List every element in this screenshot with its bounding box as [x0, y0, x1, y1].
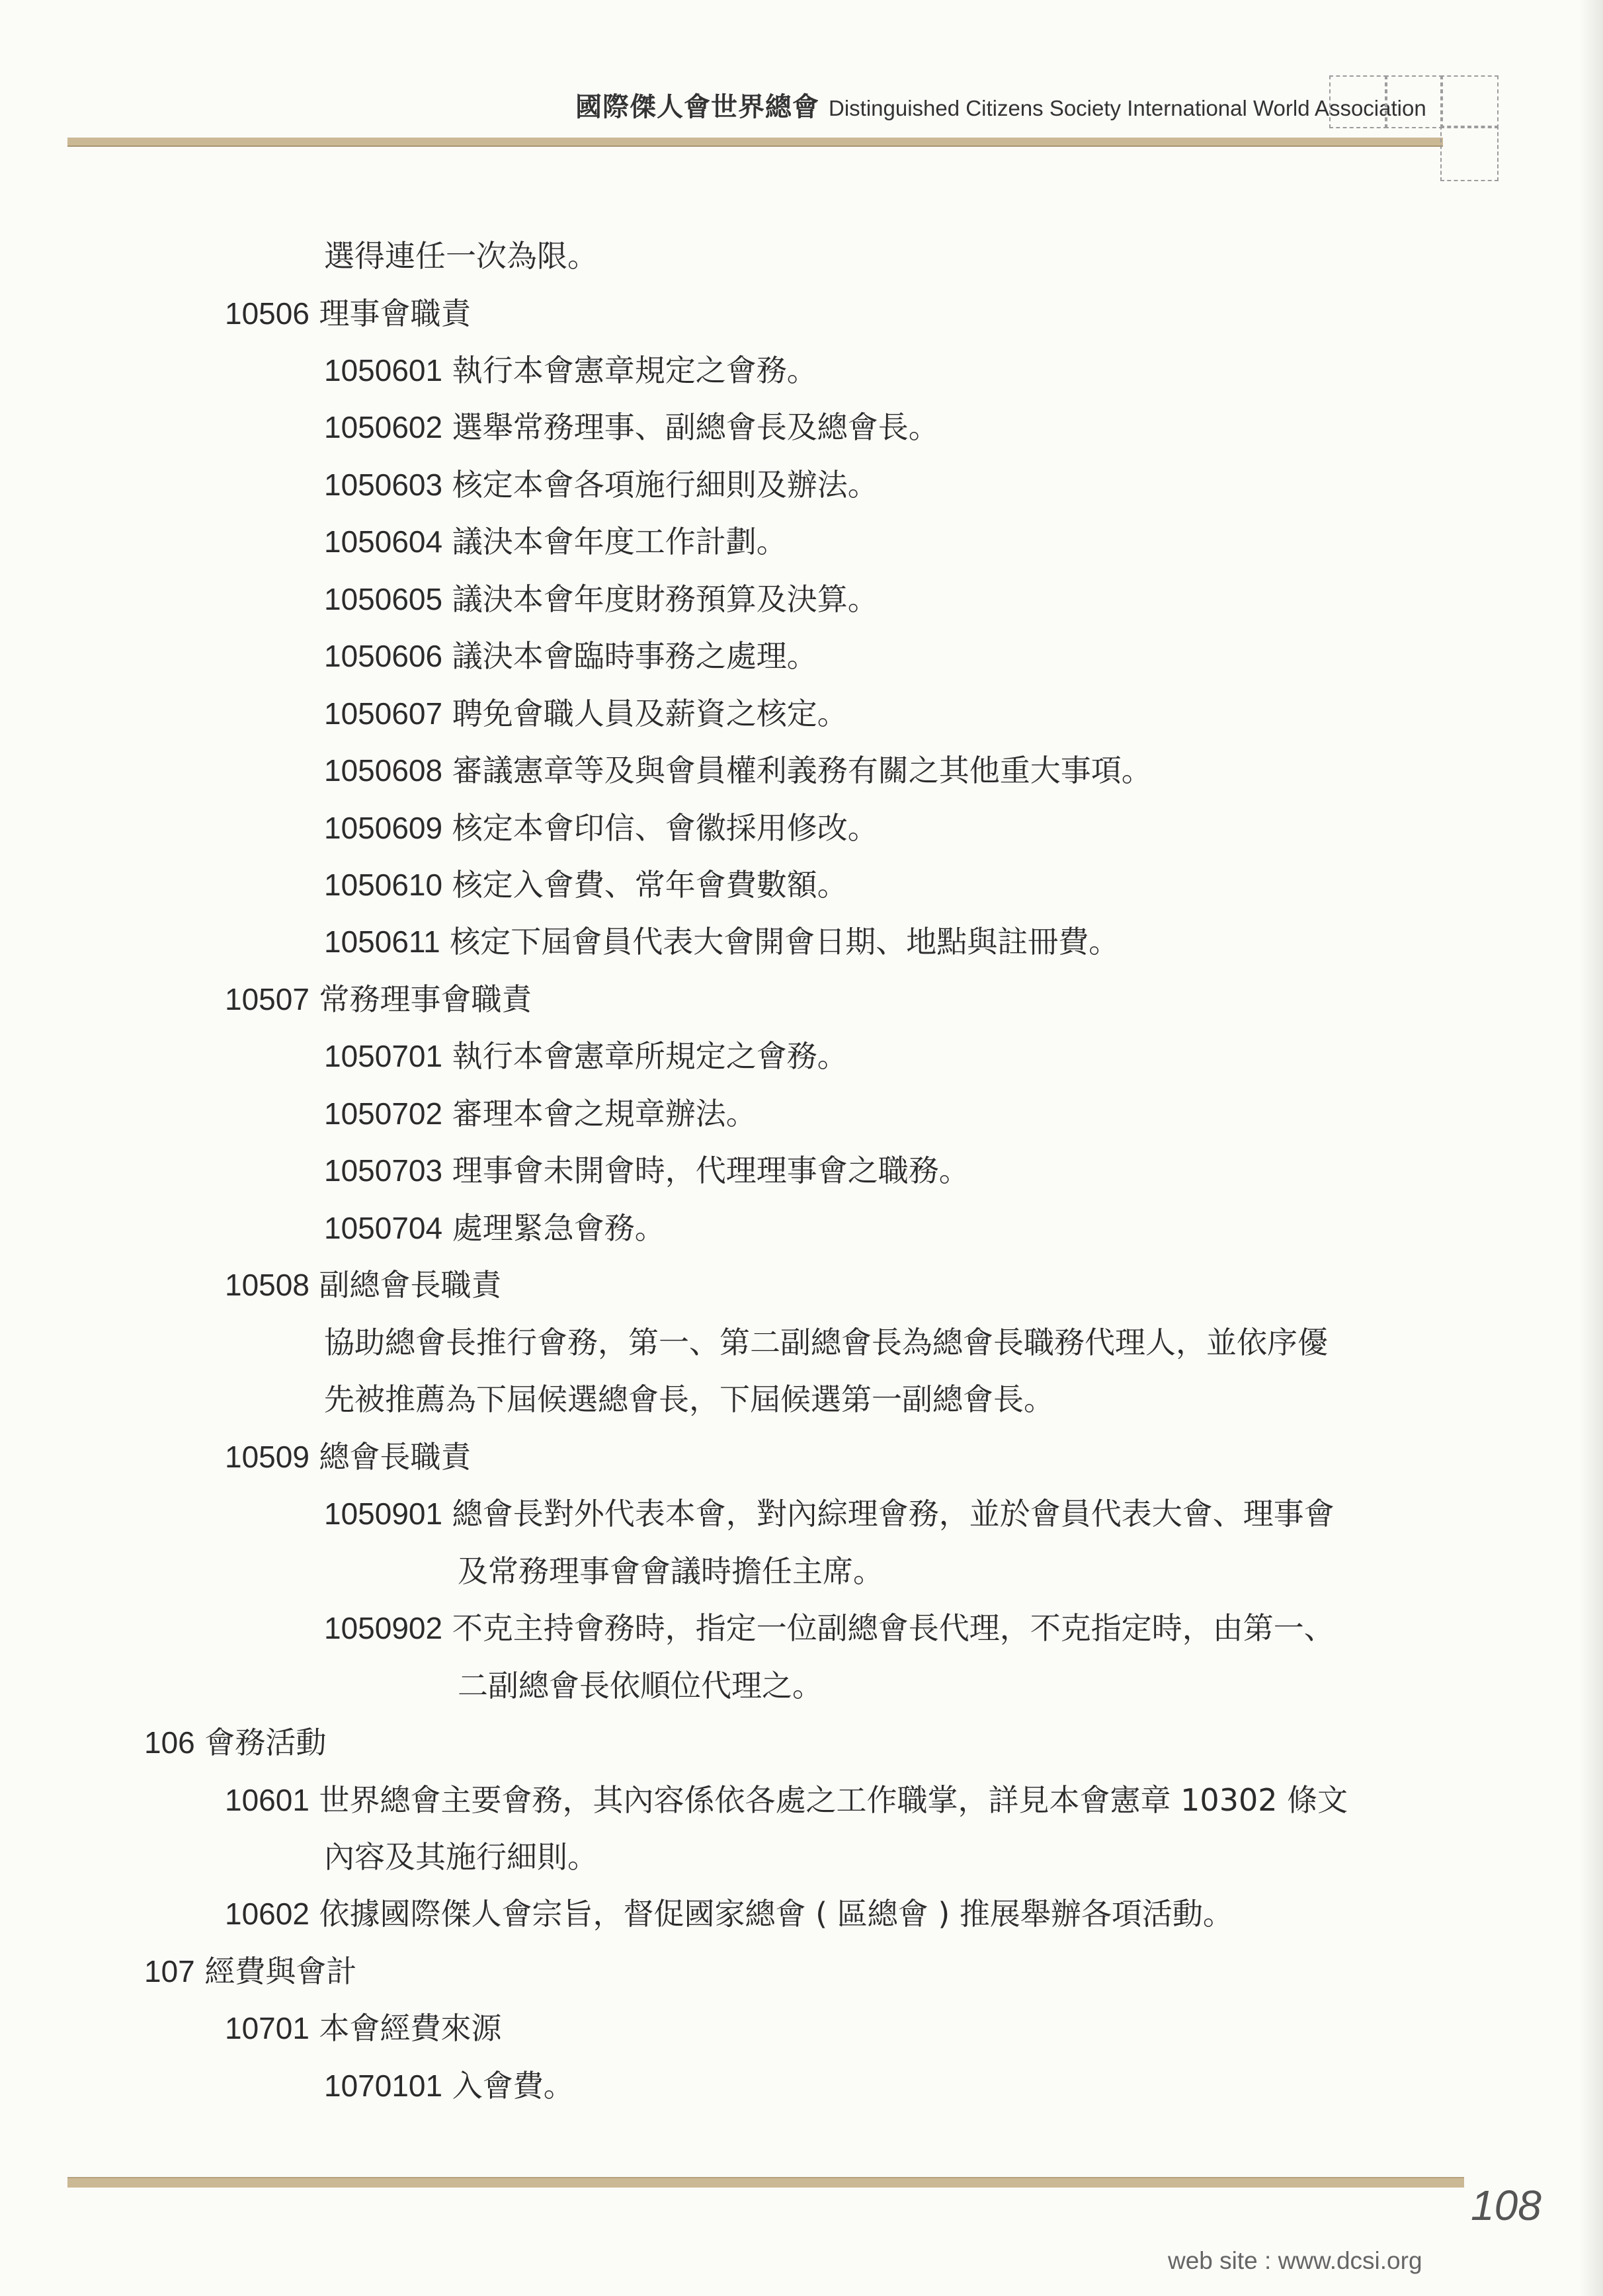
section-code: 10509 [225, 1440, 309, 1474]
line-text: 內容及其施行細則。 [324, 1839, 598, 1875]
clause-code: 1050604 [324, 524, 443, 559]
line-text: 核定入會費、常年會費數額。 [452, 867, 848, 903]
section-code: 10701 [225, 2011, 309, 2045]
chapter-heading [144, 1723, 326, 1762]
clause-item [324, 1208, 665, 1248]
line-text: 及常務理事會會議時擔任主席。 [458, 1553, 884, 1589]
header-org-english: Distinguished Citizens Society International World Association [829, 96, 1426, 120]
line-text: 經費與會計 [204, 1953, 357, 1989]
page-number: 108 [1471, 2182, 1541, 2229]
clause-item [324, 694, 848, 733]
clause-item [324, 1036, 848, 1076]
text-line [324, 1323, 1328, 1362]
clause-code: 1050610 [324, 868, 443, 902]
line-text: 本會經費來源 [319, 2010, 502, 2046]
chapter-code: 106 [144, 1725, 195, 1760]
dashed-grid-decoration [1329, 75, 1500, 181]
line-text: 先被推薦為下屆候選總會長，下屆候選第一副總會長。 [324, 1381, 1054, 1417]
clause-code: 1050901 [324, 1496, 443, 1531]
clause-item [324, 1094, 757, 1133]
clause-code: 1050701 [324, 1039, 443, 1073]
clause-code: 1050603 [324, 468, 443, 502]
text-line [458, 1551, 884, 1591]
text-line [458, 1666, 823, 1705]
clause-item [324, 922, 1119, 962]
clause-item [324, 751, 1152, 790]
section-heading [225, 979, 532, 1019]
line-text: 核定下屆會員代表大會開會日期、地點與註冊費。 [450, 924, 1120, 960]
line-text: 執行本會憲章規定之會務。 [452, 352, 817, 388]
clause-item [324, 579, 878, 619]
clause-code: 1070101 [324, 2069, 443, 2103]
section-heading [225, 294, 472, 333]
line-text: 選舉常務理事、副總會長及總會長。 [452, 409, 939, 445]
line-text: 議決本會年度工作計劃。 [452, 524, 787, 559]
line-text: 常務理事會職責 [319, 981, 532, 1017]
clause-code: 1050703 [324, 1153, 443, 1188]
clause-item [324, 636, 817, 676]
line-text: 不克主持會務時，指定一位副總會長代理，不克指定時，由第一、 [452, 1610, 1335, 1646]
line-text: 協助總會長推行會務，第一、第二副總會長為總會長職務代理人，並依序優 [324, 1325, 1328, 1360]
line-text: 核定本會印信、會徽採用修改。 [452, 810, 878, 846]
clause-code: 1050602 [324, 410, 443, 444]
line-text: 世界總會主要會務，其內容係依各處之工作職掌，詳見本會憲章 10302 條文 [319, 1782, 1348, 1818]
line-text: 副總會長職責 [319, 1267, 502, 1303]
website-link[interactable]: web site : www.dcsi.org [1168, 2247, 1422, 2274]
section-code: 10506 [225, 296, 309, 331]
section-code: 10508 [225, 1268, 309, 1302]
chapter-heading [144, 1951, 356, 1991]
line-text: 會務活動 [204, 1725, 327, 1760]
line-text: 入會費。 [452, 2068, 574, 2104]
clause-code: 1050902 [324, 1611, 443, 1645]
clause-code: 1050606 [324, 639, 443, 673]
section-heading [225, 1437, 472, 1477]
line-text: 總會長對外代表本會，對內綜理會務，並於會員代表大會、理事會 [452, 1496, 1335, 1532]
text-line [324, 1837, 598, 1877]
clause-item [324, 808, 878, 848]
clause-item [324, 522, 787, 561]
section-code: 10507 [225, 982, 309, 1016]
line-text: 聘免會職人員及薪資之核定。 [452, 696, 848, 731]
clause-code: 1050611 [324, 924, 440, 959]
section-code: 10601 [225, 1783, 309, 1817]
clause-item [324, 1494, 1335, 1534]
line-text: 核定本會各項施行細則及辦法。 [452, 467, 878, 503]
line-text: 依據國際傑人會宗旨，督促國家總會 ( 區總會 ) 推展舉辦各項活動。 [319, 1896, 1233, 1932]
clause-item [324, 465, 878, 505]
clause-code: 1050607 [324, 696, 443, 731]
clause-item [324, 407, 939, 447]
clause-code: 1050702 [324, 1096, 443, 1131]
line-text: 審理本會之規章辦法。 [452, 1096, 757, 1131]
clause-item [324, 865, 848, 905]
line-text: 審議憲章等及與會員權利義務有關之其他重大事項。 [452, 753, 1152, 788]
section-heading [225, 1780, 1348, 1820]
section-heading [225, 1265, 502, 1305]
text-line [324, 1379, 1054, 1419]
line-text: 執行本會憲章所規定之會務。 [452, 1038, 848, 1074]
running-header [575, 86, 1448, 124]
line-text: 二副總會長依順位代理之。 [458, 1668, 823, 1703]
clause-code: 1050704 [324, 1211, 443, 1245]
clause-item [324, 1608, 1335, 1648]
section-heading [225, 2008, 502, 2048]
line-text: 處理緊急會務。 [452, 1210, 665, 1246]
chapter-code: 107 [144, 1954, 195, 1988]
footer-rule [67, 2177, 1464, 2188]
clause-item [324, 1151, 969, 1190]
clause-code: 1050605 [324, 582, 443, 616]
section-code: 10602 [225, 1897, 309, 1931]
line-text: 理事會未開會時，代理理事會之職務。 [452, 1153, 969, 1188]
line-text: 理事會職責 [319, 296, 472, 331]
clause-code: 1050608 [324, 753, 443, 788]
line-text: 總會長職責 [319, 1439, 472, 1475]
header-rule [67, 138, 1443, 147]
header-org-chinese: 國際傑人會世界總會 [575, 92, 819, 122]
clause-code: 1050601 [324, 353, 443, 388]
line-text: 選得連任一次為限。 [324, 238, 598, 274]
clause-item [324, 350, 817, 390]
page-edge-shadow [1579, 0, 1603, 2296]
clause-item [324, 2066, 574, 2106]
line-text: 議決本會年度財務預算及決算。 [452, 581, 878, 617]
section-heading [225, 1894, 1233, 1934]
line-text: 議決本會臨時事務之處理。 [452, 638, 817, 674]
text-line [324, 236, 598, 276]
clause-code: 1050609 [324, 811, 443, 845]
